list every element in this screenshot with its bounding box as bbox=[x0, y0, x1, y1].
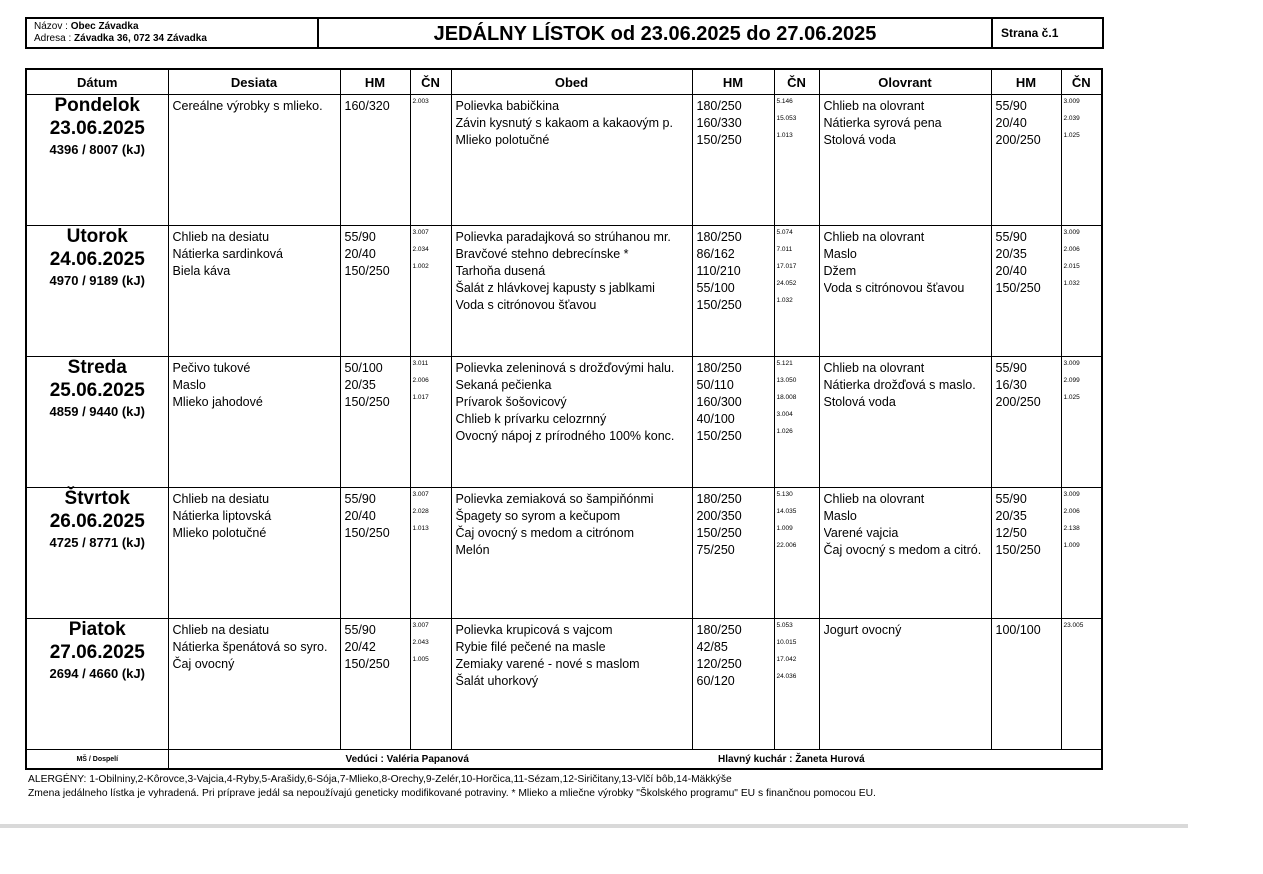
afternoon-codes bbox=[1061, 357, 1102, 488]
allergen-code: 3.011 bbox=[412, 360, 429, 367]
snack-items-line: Nátierka špenátová so syro. bbox=[172, 640, 328, 654]
lunch-weights-line: 40/100 bbox=[696, 412, 735, 426]
lunch-codes-line bbox=[776, 411, 819, 428]
lunch-weights-line: 180/250 bbox=[696, 230, 742, 244]
allergen-code: 1.032 bbox=[1063, 280, 1080, 287]
snack-items-line: Chlieb na desiatu bbox=[172, 492, 270, 506]
col-date: Dátum bbox=[26, 69, 168, 95]
snack-codes-line bbox=[412, 394, 451, 411]
lunch-weights-line: 160/330 bbox=[696, 116, 742, 130]
snack-items bbox=[168, 226, 340, 357]
lunch-weights-line: 180/250 bbox=[696, 361, 742, 375]
snack-weights-line: 20/35 bbox=[344, 378, 376, 392]
lunch-codes-line bbox=[776, 132, 819, 149]
snack-weights bbox=[340, 488, 410, 619]
allergens-note: ALERGÉNY: 1-Obilniny,2-Kôrovce,3-Vajcia,4-Ryby,5-Arašidy,6-Sója,7-Mlieko,8-Orechy,9-Zelér,10-Horčica,11-Sézam,12-Siričitany,13-Vlčí bôb,14-Mäkkýše bbox=[28, 774, 732, 785]
afternoon-weights bbox=[991, 95, 1061, 226]
day-date-cell bbox=[26, 357, 168, 488]
afternoon-codes-line bbox=[1063, 98, 1102, 115]
snack-codes bbox=[410, 357, 451, 488]
col-afternoon: Olovrant bbox=[819, 69, 991, 95]
afternoon-items-line: Voda s citrónovou šťavou bbox=[823, 281, 965, 295]
lunch-weights bbox=[692, 95, 774, 226]
snack-weights bbox=[340, 95, 410, 226]
afternoon-codes-line bbox=[1063, 622, 1102, 639]
lunch-weights-line: 160/300 bbox=[696, 395, 742, 409]
snack-items bbox=[168, 357, 340, 488]
afternoon-items bbox=[819, 488, 991, 619]
afternoon-weights bbox=[991, 226, 1061, 357]
afternoon-weights-line: 20/35 bbox=[995, 247, 1027, 261]
afternoon-codes bbox=[1061, 619, 1102, 750]
menu-code: MŠ / Dospelí bbox=[26, 750, 168, 770]
day-date: 26.06.2025 bbox=[49, 511, 145, 532]
lunch-items-line: Mlieko polotučné bbox=[455, 133, 550, 147]
afternoon-items-line: Chlieb na olovrant bbox=[823, 361, 925, 375]
allergen-code: 1.026 bbox=[776, 428, 793, 435]
day-date: 27.06.2025 bbox=[49, 642, 145, 663]
disclaimer-note: Zmena jedálneho lístka je vyhradená. Pri príprave jedál sa nepoužívajú geneticky modifikované potraviny. * Mlieko a mliečne výrobky "Školského programu" EU s finančnou pomocou EU. bbox=[28, 788, 876, 799]
afternoon-weights-line: 150/250 bbox=[995, 543, 1041, 557]
allergen-code: 2.006 bbox=[1063, 508, 1080, 515]
lunch-weights-line: 150/250 bbox=[696, 298, 742, 312]
lunch-weights-line: 180/250 bbox=[696, 99, 742, 113]
afternoon-weights-line: 20/40 bbox=[995, 264, 1027, 278]
lunch-items-line: Zemiaky varené - nové s maslom bbox=[455, 657, 640, 671]
allergen-code: 17.042 bbox=[776, 656, 797, 663]
allergen-code: 3.009 bbox=[1063, 98, 1080, 105]
lunch-weights-line: 150/250 bbox=[696, 133, 742, 147]
day-energy: 4859 / 9440 (kJ) bbox=[49, 404, 145, 419]
afternoon-codes-line bbox=[1063, 508, 1102, 525]
allergen-code: 24.052 bbox=[776, 280, 797, 287]
allergen-code: 1.025 bbox=[1063, 394, 1080, 401]
afternoon-codes bbox=[1061, 95, 1102, 226]
afternoon-weights-line: 200/250 bbox=[995, 133, 1041, 147]
allergen-code: 18.008 bbox=[776, 394, 797, 401]
lunch-items-line: Melón bbox=[455, 543, 490, 557]
column-header-row bbox=[26, 69, 1102, 95]
lunch-codes-line bbox=[776, 491, 819, 508]
afternoon-items bbox=[819, 226, 991, 357]
day-date-cell bbox=[26, 619, 168, 750]
lunch-codes bbox=[774, 488, 819, 619]
lunch-codes-line bbox=[776, 280, 819, 297]
allergen-code: 5.130 bbox=[776, 491, 793, 498]
afternoon-weights-line: 20/35 bbox=[995, 509, 1027, 523]
lunch-items-line: Šalát uhorkový bbox=[455, 674, 539, 688]
afternoon-items-line: Maslo bbox=[823, 509, 857, 523]
page-bottom-rule bbox=[0, 824, 1188, 828]
allergen-code: 1.005 bbox=[412, 656, 429, 663]
allergen-code: 3.007 bbox=[412, 491, 429, 498]
snack-weights-line: 20/40 bbox=[344, 247, 376, 261]
snack-codes bbox=[410, 95, 451, 226]
snack-codes-line bbox=[412, 622, 451, 639]
snack-items bbox=[168, 488, 340, 619]
allergen-code: 1.025 bbox=[1063, 132, 1080, 139]
snack-items bbox=[168, 95, 340, 226]
snack-codes-line bbox=[412, 263, 451, 280]
snack-weights bbox=[340, 357, 410, 488]
manager-name: Valéria Papanová bbox=[386, 753, 469, 765]
allergen-code: 1.013 bbox=[412, 525, 429, 532]
col-lunch-hm: HM bbox=[692, 69, 774, 95]
lunch-items-line: Chlieb k prívarku celozrnný bbox=[455, 412, 607, 426]
snack-codes-line bbox=[412, 525, 451, 542]
day-row bbox=[26, 95, 1102, 226]
snack-weights-line: 20/40 bbox=[344, 509, 376, 523]
lunch-codes bbox=[774, 357, 819, 488]
afternoon-weights-line: 150/250 bbox=[995, 281, 1041, 295]
snack-codes-line bbox=[412, 360, 451, 377]
day-row bbox=[26, 357, 1102, 488]
day-energy: 4396 / 8007 (kJ) bbox=[49, 142, 145, 157]
col-afternoon-hm: HM bbox=[991, 69, 1061, 95]
lunch-weights bbox=[692, 357, 774, 488]
afternoon-codes-line bbox=[1063, 360, 1102, 377]
lunch-items-line: Ovocný nápoj z prírodného 100% konc. bbox=[455, 429, 675, 443]
snack-items-line: Mlieko polotučné bbox=[172, 526, 267, 540]
afternoon-weights-line: 55/90 bbox=[995, 99, 1027, 113]
afternoon-weights-line: 16/30 bbox=[995, 378, 1027, 392]
afternoon-weights-line: 55/90 bbox=[995, 230, 1027, 244]
afternoon-codes-line bbox=[1063, 525, 1102, 542]
allergen-code: 13.050 bbox=[776, 377, 797, 384]
allergen-code: 2.028 bbox=[412, 508, 429, 515]
allergen-code: 23.005 bbox=[1063, 622, 1084, 629]
allergen-code: 1.009 bbox=[1063, 542, 1080, 549]
lunch-codes bbox=[774, 95, 819, 226]
snack-weights bbox=[340, 226, 410, 357]
notes bbox=[28, 773, 876, 801]
lunch-codes-line bbox=[776, 229, 819, 246]
menu-header bbox=[25, 17, 1104, 49]
day-name: Utorok bbox=[66, 226, 128, 247]
lunch-codes-line bbox=[776, 115, 819, 132]
day-energy: 4970 / 9189 (kJ) bbox=[49, 273, 145, 288]
allergen-code: 3.007 bbox=[412, 229, 429, 236]
afternoon-items-line: Jogurt ovocný bbox=[823, 623, 902, 637]
snack-weights-line: 150/250 bbox=[344, 264, 390, 278]
allergen-code: 22.006 bbox=[776, 542, 797, 549]
afternoon-items-line: Chlieb na olovrant bbox=[823, 99, 925, 113]
lunch-codes-line bbox=[776, 525, 819, 542]
allergen-code: 24.036 bbox=[776, 673, 797, 680]
afternoon-items-line: Džem bbox=[823, 264, 857, 278]
day-name: Štvrtok bbox=[64, 488, 130, 509]
lunch-items bbox=[451, 95, 692, 226]
lunch-codes-line bbox=[776, 297, 819, 314]
snack-items-line: Pečivo tukové bbox=[172, 361, 251, 375]
allergen-code: 17.017 bbox=[776, 263, 797, 270]
allergen-code: 1.032 bbox=[776, 297, 793, 304]
day-name: Streda bbox=[67, 357, 127, 378]
afternoon-codes-line bbox=[1063, 394, 1102, 411]
chef bbox=[718, 754, 865, 765]
afternoon-items-line: Maslo bbox=[823, 247, 857, 261]
afternoon-weights-line: 200/250 bbox=[995, 395, 1041, 409]
day-row bbox=[26, 619, 1102, 750]
snack-codes-line bbox=[412, 229, 451, 246]
snack-codes bbox=[410, 619, 451, 750]
afternoon-items-line: Nátierka syrová pena bbox=[823, 116, 942, 130]
name-value: Obec Závadka bbox=[70, 21, 139, 32]
lunch-codes bbox=[774, 226, 819, 357]
snack-items-line: Maslo bbox=[172, 378, 206, 392]
lunch-weights-line: 60/120 bbox=[696, 674, 735, 688]
col-snack: Desiata bbox=[168, 69, 340, 95]
signatures bbox=[168, 750, 1102, 770]
allergen-code: 5.074 bbox=[776, 229, 793, 236]
lunch-items bbox=[451, 226, 692, 357]
address-value: Závadka 36, 072 34 Závadka bbox=[74, 33, 207, 44]
lunch-items-line: Šalát z hlávkovej kapusty s jablkami bbox=[455, 281, 655, 295]
lunch-items bbox=[451, 357, 692, 488]
snack-items-line: Nátierka liptovská bbox=[172, 509, 272, 523]
afternoon-items bbox=[819, 357, 991, 488]
afternoon-codes-line bbox=[1063, 542, 1102, 559]
lunch-codes-line bbox=[776, 263, 819, 280]
day-row bbox=[26, 488, 1102, 619]
snack-weights-line: 20/42 bbox=[344, 640, 376, 654]
lunch-codes-line bbox=[776, 639, 819, 656]
lunch-codes-line bbox=[776, 428, 819, 445]
afternoon-codes-line bbox=[1063, 115, 1102, 132]
allergen-code: 2.006 bbox=[1063, 246, 1080, 253]
name-label: Názov : bbox=[34, 21, 68, 32]
snack-weights bbox=[340, 619, 410, 750]
lunch-codes-line bbox=[776, 394, 819, 411]
lunch-items-line: Polievka krupicová s vajcom bbox=[455, 623, 613, 637]
lunch-items-line: Rybie filé pečené na masle bbox=[455, 640, 606, 654]
col-snack-hm: HM bbox=[340, 69, 410, 95]
chef-label: Hlavný kuchár : bbox=[718, 753, 793, 765]
day-date-cell bbox=[26, 226, 168, 357]
snack-weights-line: 50/100 bbox=[344, 361, 383, 375]
afternoon-codes bbox=[1061, 226, 1102, 357]
snack-items bbox=[168, 619, 340, 750]
snack-codes bbox=[410, 226, 451, 357]
lunch-items-line: Špagety so syrom a kečupom bbox=[455, 509, 621, 523]
allergen-code: 5.146 bbox=[776, 98, 793, 105]
day-date: 25.06.2025 bbox=[49, 380, 145, 401]
snack-codes-line bbox=[412, 377, 451, 394]
allergen-code: 5.053 bbox=[776, 622, 793, 629]
lunch-weights-line: 200/350 bbox=[696, 509, 742, 523]
lunch-weights bbox=[692, 226, 774, 357]
day-date-cell bbox=[26, 488, 168, 619]
afternoon-items bbox=[819, 95, 991, 226]
snack-weights-line: 55/90 bbox=[344, 230, 376, 244]
afternoon-items-line: Stolová voda bbox=[823, 395, 896, 409]
day-name: Pondelok bbox=[54, 95, 140, 116]
snack-items-line: Biela káva bbox=[172, 264, 231, 278]
lunch-items-line: Prívarok šošovicový bbox=[455, 395, 567, 409]
lunch-codes-line bbox=[776, 673, 819, 690]
allergen-code: 14.035 bbox=[776, 508, 797, 515]
address-label: Adresa : bbox=[34, 33, 72, 44]
lunch-codes-line bbox=[776, 656, 819, 673]
lunch-weights-line: 110/210 bbox=[696, 264, 741, 278]
allergen-code: 10.015 bbox=[776, 639, 797, 646]
lunch-weights-line: 42/85 bbox=[696, 640, 728, 654]
lunch-weights-line: 55/100 bbox=[696, 281, 735, 295]
signature-row bbox=[26, 750, 1102, 770]
day-row bbox=[26, 226, 1102, 357]
lunch-items bbox=[451, 619, 692, 750]
lunch-items bbox=[451, 488, 692, 619]
lunch-codes-line bbox=[776, 246, 819, 263]
snack-items-line: Mlieko jahodové bbox=[172, 395, 263, 409]
manager bbox=[346, 754, 469, 765]
afternoon-weights bbox=[991, 357, 1061, 488]
day-date-cell bbox=[26, 95, 168, 226]
allergen-code: 2.039 bbox=[1063, 115, 1080, 122]
allergen-code: 2.034 bbox=[412, 246, 429, 253]
lunch-weights-line: 150/250 bbox=[696, 526, 742, 540]
lunch-weights-line: 50/110 bbox=[696, 378, 734, 392]
snack-codes-line bbox=[412, 98, 451, 115]
lunch-weights bbox=[692, 619, 774, 750]
day-energy: 2694 / 4660 (kJ) bbox=[49, 666, 145, 681]
lunch-weights-line: 180/250 bbox=[696, 492, 742, 506]
afternoon-codes-line bbox=[1063, 263, 1102, 280]
lunch-codes bbox=[774, 619, 819, 750]
snack-codes-line bbox=[412, 246, 451, 263]
allergen-code: 1.009 bbox=[776, 525, 793, 532]
snack-weights-line: 150/250 bbox=[344, 657, 390, 671]
col-lunch: Obed bbox=[451, 69, 692, 95]
lunch-codes-line bbox=[776, 542, 819, 559]
lunch-items-line: Závin kysnutý s kakaom a kakaovým p. bbox=[455, 116, 673, 130]
allergen-code: 3.009 bbox=[1063, 229, 1080, 236]
allergen-code: 2.138 bbox=[1063, 525, 1080, 532]
lunch-codes-line bbox=[776, 360, 819, 377]
day-energy: 4725 / 8771 (kJ) bbox=[49, 535, 145, 550]
afternoon-items-line: Čaj ovocný s medom a citró. bbox=[823, 543, 982, 557]
allergen-code: 15.053 bbox=[776, 115, 797, 122]
allergen-code: 3.009 bbox=[1063, 360, 1080, 367]
allergen-code: 2.003 bbox=[412, 98, 429, 105]
allergen-code: 2.006 bbox=[412, 377, 429, 384]
manager-label: Vedúci : bbox=[345, 753, 384, 765]
lunch-weights-line: 86/162 bbox=[696, 247, 735, 261]
afternoon-codes-line bbox=[1063, 246, 1102, 263]
lunch-weights-line: 75/250 bbox=[696, 543, 735, 557]
snack-items-line: Cereálne výrobky s mlieko. bbox=[172, 99, 323, 113]
afternoon-items-line: Varené vajcia bbox=[823, 526, 899, 540]
allergen-code: 3.007 bbox=[412, 622, 429, 629]
afternoon-weights-line: 12/50 bbox=[995, 526, 1027, 540]
afternoon-items-line: Nátierka drožďová s maslo. bbox=[823, 378, 976, 392]
afternoon-codes-line bbox=[1063, 280, 1102, 297]
allergen-code: 5.121 bbox=[776, 360, 793, 367]
day-name: Piatok bbox=[68, 619, 126, 640]
snack-items-line: Nátierka sardinková bbox=[172, 247, 283, 261]
afternoon-codes-line bbox=[1063, 229, 1102, 246]
col-snack-cn: ČN bbox=[410, 69, 451, 95]
lunch-items-line: Polievka babičkina bbox=[455, 99, 560, 113]
afternoon-weights-line: 55/90 bbox=[995, 492, 1027, 506]
lunch-items-line: Polievka zemiaková so šampiňónmi bbox=[455, 492, 654, 506]
afternoon-items-line: Stolová voda bbox=[823, 133, 896, 147]
allergen-code: 1.013 bbox=[776, 132, 793, 139]
afternoon-codes-line bbox=[1063, 377, 1102, 394]
lunch-items-line: Voda s citrónovou šťavou bbox=[455, 298, 597, 312]
allergen-code: 1.017 bbox=[412, 394, 429, 401]
lunch-weights-line: 180/250 bbox=[696, 623, 742, 637]
lunch-items-line: Polievka paradajková so strúhanou mr. bbox=[455, 230, 671, 244]
allergen-code: 2.099 bbox=[1063, 377, 1080, 384]
afternoon-weights bbox=[991, 488, 1061, 619]
lunch-items-line: Čaj ovocný s medom a citrónom bbox=[455, 526, 635, 540]
allergen-code: 2.043 bbox=[412, 639, 429, 646]
snack-weights-line: 55/90 bbox=[344, 623, 376, 637]
lunch-codes-line bbox=[776, 508, 819, 525]
chef-name: Žaneta Hurová bbox=[795, 753, 865, 765]
snack-weights-line: 160/320 bbox=[344, 99, 390, 113]
lunch-codes-line bbox=[776, 98, 819, 115]
day-date: 24.06.2025 bbox=[49, 249, 145, 270]
afternoon-items bbox=[819, 619, 991, 750]
snack-codes-line bbox=[412, 656, 451, 673]
afternoon-codes-line bbox=[1063, 491, 1102, 508]
lunch-items-line: Bravčové stehno debrecínske * bbox=[455, 247, 629, 261]
col-afternoon-cn: ČN bbox=[1061, 69, 1102, 95]
allergen-code: 1.002 bbox=[412, 263, 429, 270]
canteen-info bbox=[27, 19, 319, 47]
afternoon-weights-line: 20/40 bbox=[995, 116, 1027, 130]
snack-codes-line bbox=[412, 639, 451, 656]
snack-codes-line bbox=[412, 508, 451, 525]
snack-weights-line: 150/250 bbox=[344, 526, 390, 540]
allergen-code: 3.004 bbox=[776, 411, 793, 418]
snack-items-line: Čaj ovocný bbox=[172, 657, 235, 671]
lunch-items-line: Polievka zeleninová s drožďovými halu. bbox=[455, 361, 675, 375]
allergen-code: 2.015 bbox=[1063, 263, 1080, 270]
afternoon-weights-line: 100/100 bbox=[995, 623, 1041, 637]
snack-weights-line: 55/90 bbox=[344, 492, 376, 506]
lunch-codes-line bbox=[776, 622, 819, 639]
lunch-items-line: Sekaná pečienka bbox=[455, 378, 552, 392]
lunch-items-line: Tarhoňa dusená bbox=[455, 264, 546, 278]
snack-weights-line: 150/250 bbox=[344, 395, 390, 409]
afternoon-weights-line: 55/90 bbox=[995, 361, 1027, 375]
snack-codes-line bbox=[412, 491, 451, 508]
lunch-weights-line: 120/250 bbox=[696, 657, 742, 671]
day-date: 23.06.2025 bbox=[49, 118, 145, 139]
lunch-weights-line: 150/250 bbox=[696, 429, 742, 443]
col-lunch-cn: ČN bbox=[774, 69, 819, 95]
page-number: Strana č.1 bbox=[1001, 26, 1059, 40]
snack-items-line: Chlieb na desiatu bbox=[172, 623, 270, 637]
allergen-code: 7.011 bbox=[776, 246, 793, 253]
afternoon-codes bbox=[1061, 488, 1102, 619]
snack-codes bbox=[410, 488, 451, 619]
lunch-weights bbox=[692, 488, 774, 619]
afternoon-codes-line bbox=[1063, 132, 1102, 149]
afternoon-items-line: Chlieb na olovrant bbox=[823, 492, 925, 506]
menu-table bbox=[25, 68, 1103, 770]
afternoon-items-line: Chlieb na olovrant bbox=[823, 230, 925, 244]
allergen-code: 3.009 bbox=[1063, 491, 1080, 498]
snack-items-line: Chlieb na desiatu bbox=[172, 230, 270, 244]
lunch-codes-line bbox=[776, 377, 819, 394]
page-title: JEDÁLNY LÍSTOK od 23.06.2025 do 27.06.2025 bbox=[319, 19, 993, 47]
afternoon-weights bbox=[991, 619, 1061, 750]
